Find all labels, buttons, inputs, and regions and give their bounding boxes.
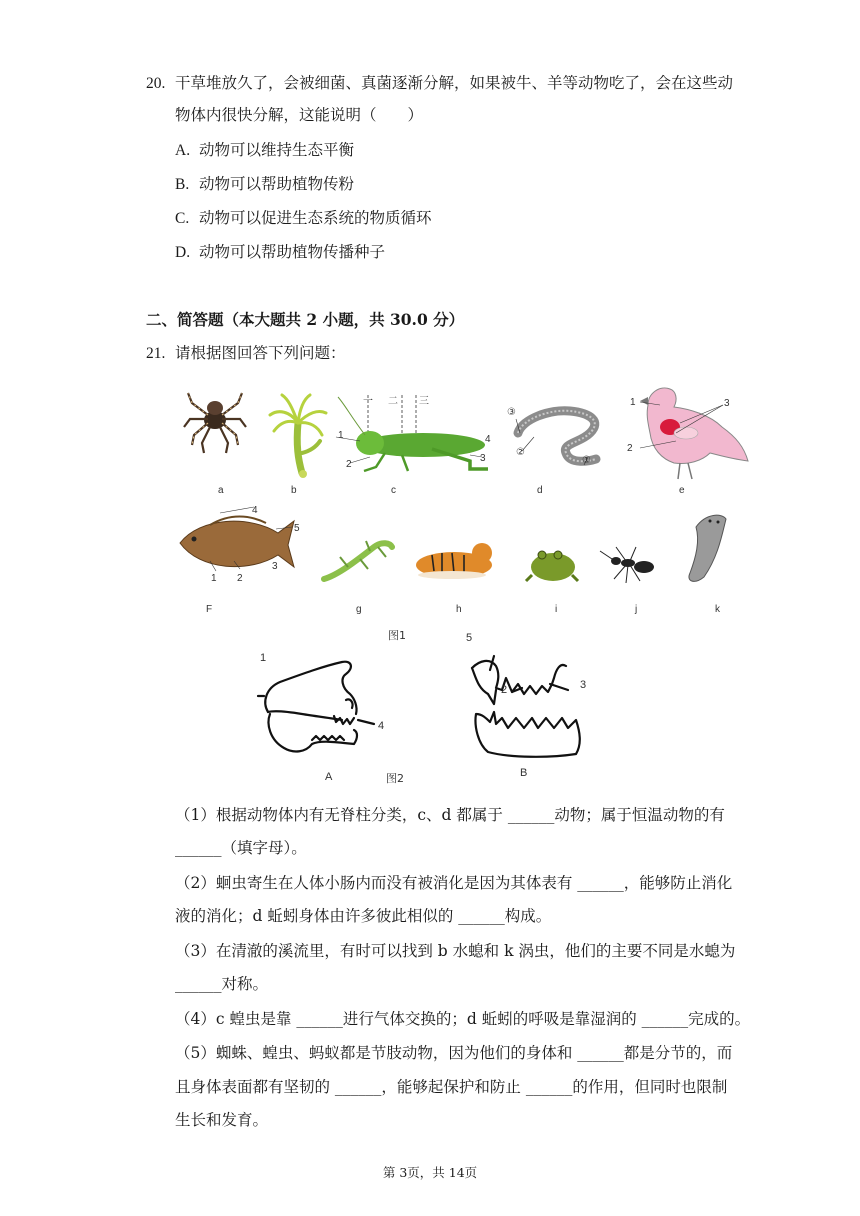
figure-letter-label: F — [206, 604, 213, 615]
option-key: D. — [175, 244, 191, 261]
bird-part-number: 2 — [627, 443, 633, 454]
ant-image — [600, 547, 654, 583]
figure-letter-label: h — [456, 604, 462, 615]
fig2-b-part-number: 5 — [466, 632, 473, 644]
fig2-label-a: A — [325, 771, 333, 783]
fig2-label-b: B — [520, 767, 528, 779]
option-text: 动物可以帮助植物传粉 — [199, 175, 355, 193]
question-text-line: 干草堆放久了，会被细菌、真菌逐渐分解，如果被牛、羊等动物吃了，会在这些动 — [175, 74, 734, 92]
grasshopper-part-number: 4 — [485, 434, 491, 445]
lizard-image — [324, 541, 392, 579]
fig2-a-part-number: 4 — [378, 720, 385, 732]
figure-1-caption: 图1 — [388, 629, 406, 642]
fig2-b-part-number: 2 — [501, 684, 508, 696]
figure-letter-label: b — [291, 485, 297, 496]
fish-part-number: 3 — [272, 561, 278, 572]
fish-part-number: 5 — [294, 523, 300, 534]
sub-question-line: 且身体表面都有坚韧的 ______，能够起保护和防止 ______的作用，但同时也限制 — [175, 1078, 728, 1096]
sub-question-line: （2）蛔虫寄生在人体小肠内而没有被消化是因为其体表有 ______，能够防止消化 — [175, 874, 733, 892]
fig2-b-part-number: 3 — [580, 679, 587, 691]
bird-part-number: 3 — [724, 398, 730, 409]
option-key: B. — [175, 176, 190, 193]
grasshopper-section-label: 三 — [419, 396, 429, 407]
figure-letter-label: a — [218, 485, 224, 496]
figure-letter-label: c — [391, 485, 396, 496]
bird-part-number: 1 — [630, 397, 636, 408]
question-stem: 请根据图回答下列问题： — [175, 344, 346, 362]
earthworm-part-number: ③ — [507, 407, 516, 418]
sub-question-line: （4）c 蝗虫是靠 ______进行气体交换的；d 蚯蚓的呼吸是靠湿润的 ______完成的。 — [175, 1010, 751, 1028]
figure-1-animals — [170, 375, 760, 640]
section-heading: 二、简答题（本大题共 2 小题，共 30.0 分） — [146, 310, 465, 329]
sub-question-line: ______（填字母）。 — [175, 839, 307, 857]
bird-anatomy-image — [640, 388, 748, 479]
fish-part-number: 4 — [252, 505, 258, 516]
sub-question-line: ______对称。 — [175, 975, 269, 993]
figure-2-skulls — [250, 648, 600, 778]
figure-letter-label: k — [715, 604, 720, 615]
fish-part-number: 1 — [211, 573, 217, 584]
figure-letter-label: g — [356, 604, 362, 615]
figure-letter-label: d — [537, 485, 543, 496]
earthworm-part-number: ① — [582, 455, 591, 466]
question-number: 20. — [146, 75, 166, 92]
spider-image — [184, 393, 246, 453]
sub-question-line: （3）在清澈的溪流里，有时可以找到 b 水螅和 k 涡虫，他们的主要不同是水螅为 — [175, 942, 736, 960]
grasshopper-image — [336, 395, 488, 471]
question-text-line: 物体内很快分解，这能说明（ ） — [175, 106, 424, 124]
hydra-image — [270, 395, 326, 478]
figure-2-caption: 图2 — [386, 772, 404, 785]
fig2-a-part-number: 1 — [260, 652, 267, 664]
earthworm-part-number: ② — [516, 447, 525, 458]
sub-question-line: （1）根据动物体内有无脊柱分类，c、d 都属于 ______动物；属于恒温动物的有 — [175, 806, 725, 824]
grasshopper-section-label: 二 — [388, 396, 398, 407]
grasshopper-part-number: 2 — [346, 459, 352, 470]
figure-letter-label: i — [555, 604, 558, 615]
skull-b-drawing — [472, 656, 580, 757]
figure-letter-label: j — [635, 604, 638, 615]
option-text: 动物可以促进生态系统的物质循环 — [199, 209, 432, 227]
sub-question-line: （5）蜘蛛、蝗虫、蚂蚁都是节肢动物，因为他们的身体和 ______都是分节的，而 — [175, 1044, 733, 1062]
grasshopper-part-number: 3 — [480, 453, 486, 464]
planarian-image — [689, 515, 726, 581]
option-text: 动物可以维持生态平衡 — [199, 141, 355, 159]
tiger-image — [416, 543, 492, 579]
sub-question-line: 生长和发育。 — [175, 1111, 269, 1129]
option-key: C. — [175, 210, 190, 227]
option-text: 动物可以帮助植物传播种子 — [199, 243, 386, 261]
frog-image — [526, 551, 578, 581]
question-number: 21. — [146, 345, 166, 362]
figure-letter-label: e — [679, 485, 685, 496]
grasshopper-section-label: 一 — [363, 396, 373, 407]
option-key: A. — [175, 142, 191, 159]
page-footer: 第 3页，共 14页 — [382, 1165, 478, 1180]
sub-question-line: 液的消化；d 蚯蚓身体由许多彼此相似的 ______构成。 — [175, 907, 552, 925]
fish-part-number: 2 — [237, 573, 243, 584]
grasshopper-part-number: 1 — [338, 430, 344, 441]
skull-a-drawing — [258, 662, 374, 752]
